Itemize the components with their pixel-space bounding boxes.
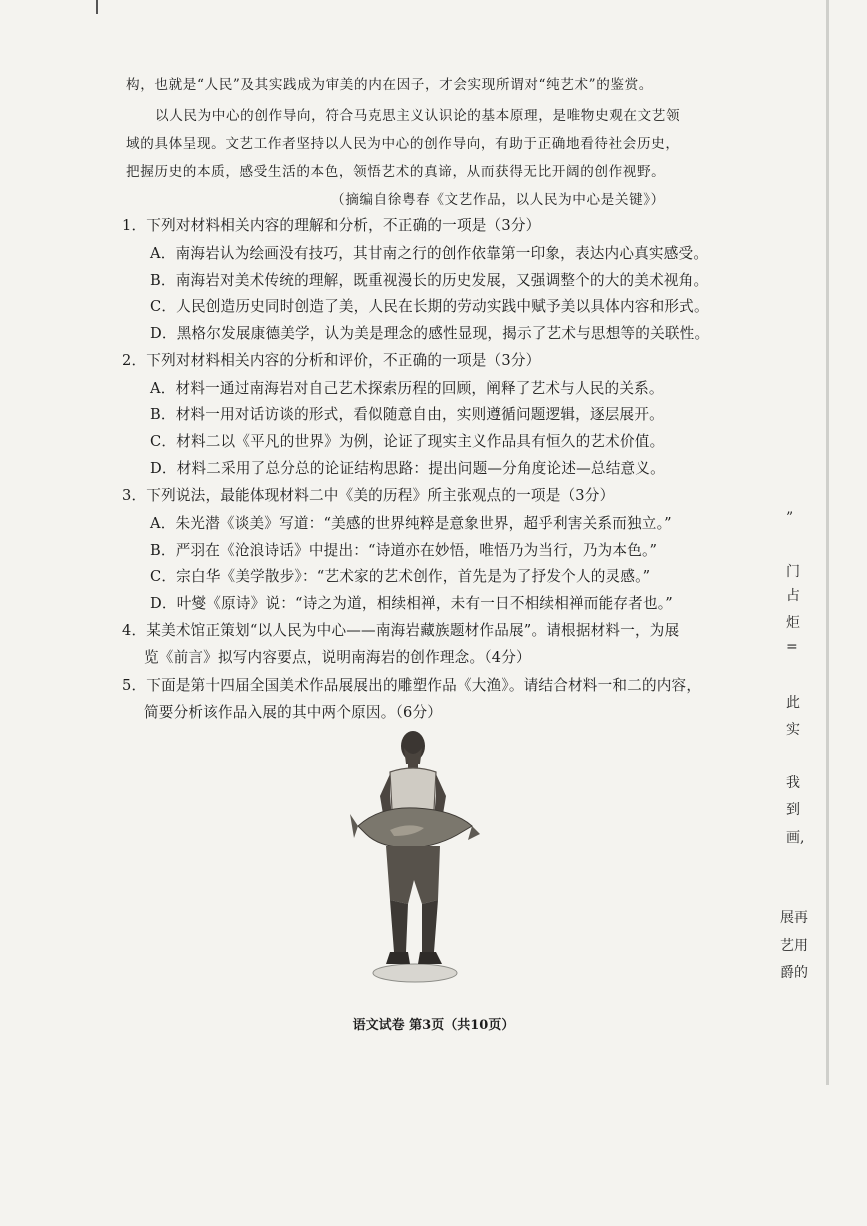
scan-edge-mark <box>96 0 98 14</box>
passage-source: （摘编自徐粤春《文艺作品，以人民为中心是关键》） <box>331 192 665 208</box>
option: A．南海岩认为绘画没有技巧，其甘南之行的创作依靠第一印象，表达内心真实感受。 <box>150 245 709 262</box>
adjacent-page-fragment: 占 <box>786 588 800 604</box>
adjacent-page-fragment: 爵的 <box>780 965 808 981</box>
option: D．黑格尔发展康德美学，认为美是理念的感性显现，揭示了艺术与思想等的关联性。 <box>150 325 710 342</box>
option: C．材料二以《平凡的世界》为例，论证了现实主义作品具有恒久的艺术价值。 <box>150 433 665 450</box>
question-stem: 1．下列对材料相关内容的理解和分析，不正确的一项是（3分） <box>122 217 541 234</box>
option: D．叶燮《原诗》说：“诗之为道，相续相禅，未有一日不相续相禅而能存者也。” <box>150 595 673 612</box>
option: C．宗白华《美学散步》：“艺术家的艺术创作，首先是为了抒发个人的灵感。” <box>150 568 651 585</box>
passage-line: 以人民为中心的创作导向，符合马克思主义认识论的基本原理，是唯物史观在文艺领 <box>155 108 681 124</box>
adjacent-page-fragment: 此 <box>786 695 800 711</box>
question-stem: 3．下列说法，最能体现材料二中《美的历程》所主张观点的一项是（3分） <box>122 487 615 504</box>
adjacent-page-fragment: 到 <box>786 802 800 818</box>
option: B．南海岩对美术传统的理解，既重视漫长的历史发展，又强调整个的大的美术视角。 <box>150 272 709 289</box>
adjacent-page-fragment: 画, <box>786 830 805 846</box>
adjacent-page-fragment: 门 <box>786 564 800 580</box>
passage-line: 域的具体呈现。文艺工作者坚持以人民为中心的创作导向，有助于正确地看待社会历史， <box>126 136 680 152</box>
page-fold-shadow <box>826 0 829 1085</box>
option: B．材料一用对话访谈的形式，看似随意自由，实则遵循问题逻辑，逐层展开。 <box>150 406 664 423</box>
option: A．朱光潜《谈美》写道：“美感的世界纯粹是意象世界，超乎利害关系而独立。” <box>150 515 672 532</box>
adjacent-page-fragment: = <box>786 639 798 655</box>
question-continuation: 览《前言》拟写内容要点，说明南海岩的创作理念。（4分） <box>144 649 531 666</box>
passage-line: 把握历史的本质，感受生活的本色，领悟艺术的真谛，从而获得无比开阔的创作视野。 <box>126 164 666 180</box>
adjacent-page-fragment: 展再 <box>780 910 808 926</box>
option: A．材料一通过南海岩对自己艺术探索历程的回顾，阐释了艺术与人民的关系。 <box>150 380 664 397</box>
question-stem: 4．某美术馆正策划“以人民为中心——南海岩藏族题材作品展”。请根据材料一，为展 <box>122 622 680 639</box>
question-stem: 5．下面是第十四届全国美术作品展展出的雕塑作品《大渔》。请结合材料一和二的内容， <box>122 677 702 694</box>
passage-line: 构，也就是“人民”及其实践成为审美的内在因子，才会实现所谓对“纯艺术”的鉴赏。 <box>126 77 653 93</box>
question-stem: 2．下列对材料相关内容的分析和评价，不正确的一项是（3分） <box>122 352 541 369</box>
question-continuation: 简要分析该作品入展的其中两个原因。（6分） <box>144 704 443 721</box>
adjacent-page-fragment: ” <box>786 510 794 526</box>
sculpture-image <box>350 730 480 985</box>
page-footer: 语文试卷 第3页（共10页） <box>352 1018 515 1033</box>
option: D．材料二采用了总分总的论证结构思路：提出问题—分角度论述—总结意义。 <box>150 460 665 477</box>
adjacent-page-fragment: 炬 <box>786 615 800 631</box>
adjacent-page-fragment: 艺用 <box>780 938 808 954</box>
adjacent-page-fragment: 我 <box>786 775 800 791</box>
option: C．人民创造历史同时创造了美，人民在长期的劳动实践中赋予美以具体内容和形式。 <box>150 298 709 315</box>
option: B．严羽在《沧浪诗话》中提出：“诗道亦在妙悟，唯悟乃为当行，乃为本色。” <box>150 542 658 559</box>
adjacent-page-fragment: 实 <box>786 722 800 738</box>
